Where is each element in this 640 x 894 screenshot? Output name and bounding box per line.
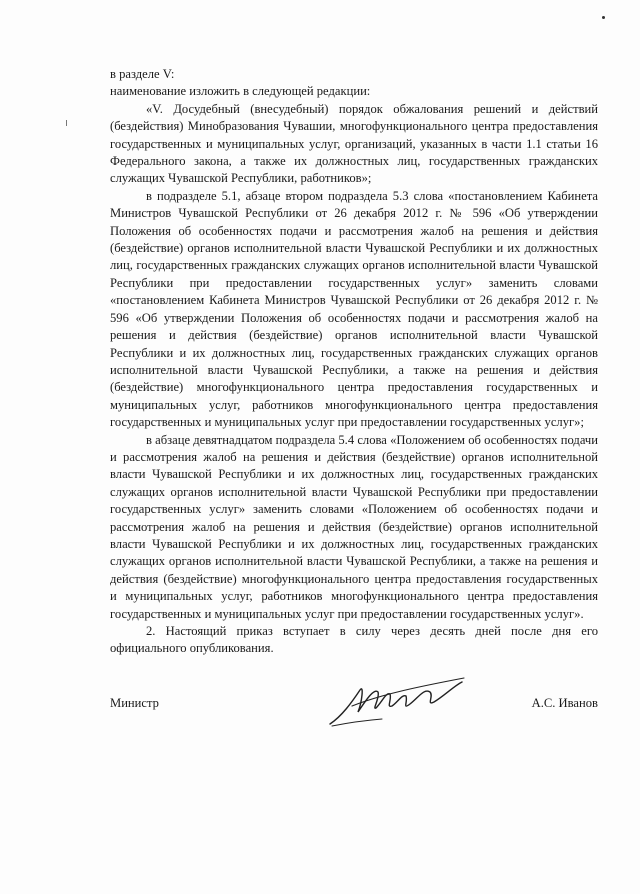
scan-speck [602, 16, 605, 19]
signature-block [110, 692, 598, 716]
paragraph-subsection-5-4: в абзаце девятнадцатом подраздела 5.4 слова «Положением об особенностях подачи и рассмотрения жалоб на решения и действия (бездействие) органов исполнительной власти Чувашской Республики и их должностных лиц, государственных гражданских служащих органов исполнительной власти Чувашской Республики при предоставлении государственных услуг» заменить словами «Положением об особенностях подачи и рассмотрения жалоб на решения и действия (бездействие) органов исполнительной власти Чувашской Республики и их должностных лиц, государственных гражданских служащих органов исполнительной власти Чувашской Республики, а также на решения и действия (бездействие) многофункционального центра предоставления государственных и муниципальных услуг, работников многофункционального центра предоставления государственных и муниципальных услуг при предоставлении государственных услуг». [110, 432, 598, 621]
paragraph-effective-date: 2. Настоящий приказ вступает в силу через десять дней после дня его официального опубликования. [110, 624, 598, 656]
paragraph-section-heading: в разделе V: [110, 67, 175, 81]
signer-name: А.С. Иванов [531, 696, 598, 710]
paragraph-title-instruction: наименование изложить в следующей редакции: [110, 84, 371, 99]
document-body [110, 66, 598, 658]
scan-speck [66, 120, 67, 126]
signer-title: Министр [110, 696, 159, 710]
paragraph-subsection-5-1: в подразделе 5.1, абзаце втором подраздела 5.3 слова «постановлением Кабинета Министров Чувашской Республики от 26 декабря 2012 г. № 596 «Об утверждении Положения об особенностях подачи и рассмотрения жалоб на решения и действия (бездействие) органов исполнительной власти Чувашской Республики и их должностных лиц, государственных гражданских служащих органов исполнительной власти Чувашской Республики при предоставлении государственных услуг» заменить словами «постановлением Кабинета Министров Чувашской Республики от 26 декабря 2012 г. № 596 «Об утверждении Положения об особенностях подачи и рассмотрения жалоб на решения и действия (бездействие) органов исполнительной власти Чувашской Республики и их должностных лиц, государственных гражданских служащих органов исполнительной власти Чувашской Республики, а также на решения и действия (бездействие) многофункционального центра предоставления государственных и муниципальных услуг, работников многофункционального центра предоставления государственных и муниципальных услуг при предоставлении государственных услуг»; [110, 188, 598, 430]
paragraph-new-title: «V. Досудебный (внесудебный) порядок обжалования решений и действий (бездействия) Минобразования Чувашии, многофункционального центра предоставления государственных и муниципальных услуг, организаций, указанных в части 1.1 статьи 16 Федерального закона, а также их должностных лиц, государственных гражданских служащих Чувашской Республики, работников»; [110, 101, 598, 186]
